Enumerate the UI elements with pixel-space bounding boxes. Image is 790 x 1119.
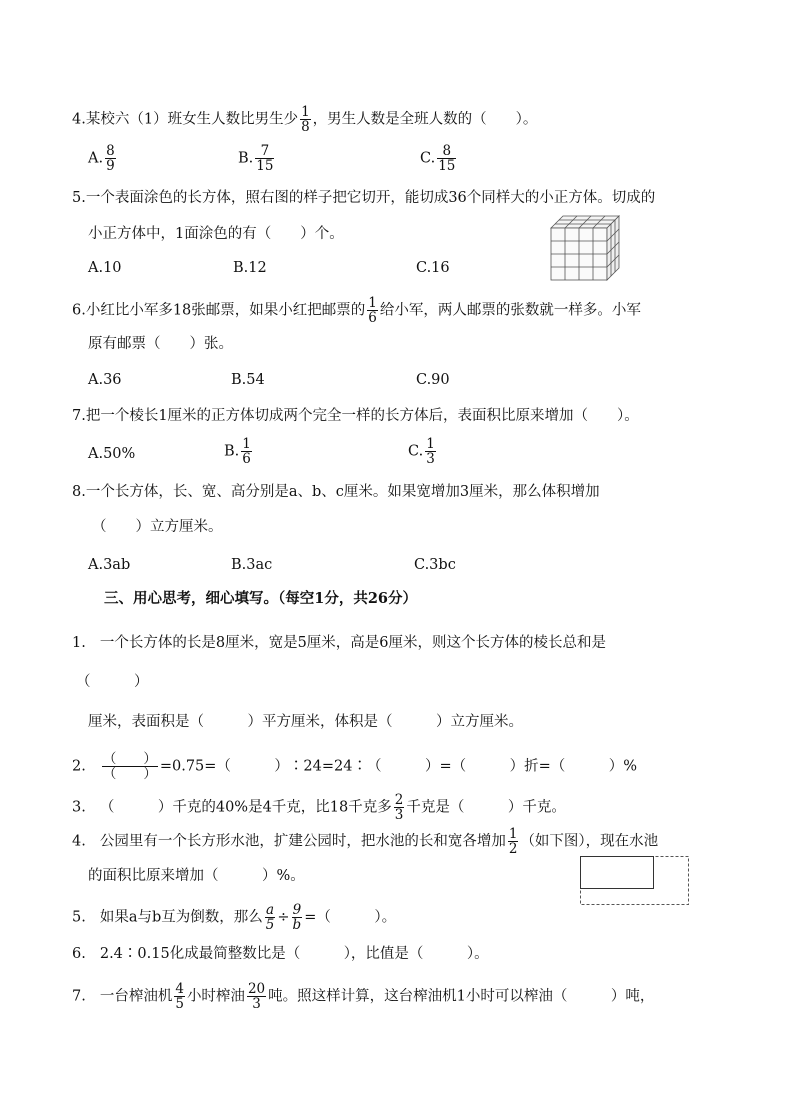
question-4: 4.某校六（1）班女生人数比男生少 $\frac{1}{8}$ ，男生人数是全班人数的（ ）。 bbox=[72, 104, 538, 135]
option-b: B.54 bbox=[231, 372, 265, 388]
question-7: 7.把一个棱长1厘米的正方体切成两个完全一样的长方体后，表面积比原来增加（ ）。 bbox=[72, 408, 639, 424]
option-a: A.3ab bbox=[88, 557, 131, 573]
fraction: $\frac{20}{3}$ bbox=[247, 981, 266, 1012]
fill-1-line3: 厘米，表面积是（ ）平方厘米，体积是（ ）立方厘米。 bbox=[88, 714, 523, 730]
fraction: $\frac{1}{8}$ bbox=[301, 104, 310, 135]
fill-4: 4. 公园里有一个长方形水池，扩建公园时，把水池的长和宽各增加 $\frac{1}{2}$ （如下图），现在水池 bbox=[72, 826, 659, 857]
fill-4-line2: 的面积比原来增加（ ）%。 bbox=[88, 868, 305, 884]
fraction: $\frac{a}{5}$ bbox=[265, 902, 275, 933]
question-6: 6.小红比小军多18张邮票，如果小红把邮票的 $\frac{1}{6}$ 给小军，两人邮票的张数就一样多。小军 bbox=[72, 295, 641, 326]
question-8-line2: （ ）立方厘米。 bbox=[92, 519, 223, 535]
fraction: $\frac{4}{5}$ bbox=[175, 981, 184, 1012]
fill-1-line2: （ ） bbox=[76, 674, 149, 690]
option-c: C. $\frac{1}{3}$ bbox=[408, 436, 435, 467]
option-a: A.36 bbox=[88, 372, 122, 388]
question-5-line2: 小正方体中，1面涂色的有（ ）个。 bbox=[88, 226, 344, 242]
option-a: A.50% bbox=[88, 446, 136, 462]
option-c: C.90 bbox=[416, 372, 450, 388]
fraction: $\frac{1}{2}$ bbox=[508, 826, 518, 857]
fill-6: 6. 2.4∶0.15化成最简整数比是（ ），比值是（ ）。 bbox=[72, 946, 489, 962]
fraction: $\frac{( )}{( )}$ bbox=[102, 751, 157, 782]
cuboid-grid-figure bbox=[549, 214, 621, 282]
option-b: B.3ac bbox=[231, 557, 273, 573]
option-c: C.16 bbox=[416, 260, 450, 276]
question-6-line2: 原有邮票（ ）张。 bbox=[88, 336, 233, 352]
fill-2: 2. $\frac{( )}{( )}$ =0.75=（ ）∶24=24∶（ ）=（ ）折=（ ）% bbox=[72, 751, 638, 782]
fill-3: 3. （ ）千克的40%是4千克，比18千克多 $\frac{2}{3}$ 千克是（ ）千克。 bbox=[72, 792, 566, 823]
fraction: $\frac{2}{3}$ bbox=[394, 792, 404, 823]
fraction: $\frac{9}{b}$ bbox=[292, 902, 302, 933]
option-a: A. $\frac{8}{9}$ bbox=[88, 143, 115, 174]
option-b: B. $\frac{7}{15}$ bbox=[238, 143, 274, 174]
question-8-line1: 8.一个长方体，长、宽、高分别是a、b、c厘米。如果宽增加3厘米，那么体积增加 bbox=[72, 484, 600, 500]
option-c: C. $\frac{8}{15}$ bbox=[420, 143, 456, 174]
option-c: C.3bc bbox=[414, 557, 456, 573]
fill-1-line1: 1. 一个长方体的长是8厘米，宽是5厘米，高是6厘米，则这个长方体的棱长总和是 bbox=[72, 635, 607, 651]
question-5-line1: 5.一个表面涂色的长方体，照右图的样子把它切开，能切成36个同样大的小正方体。切成的 bbox=[72, 190, 656, 206]
option-b: B. $\frac{1}{6}$ bbox=[224, 436, 251, 467]
fraction: $\frac{1}{6}$ bbox=[368, 295, 377, 326]
fill-7: 7. 一台榨油机 $\frac{4}{5}$ 小时榨油 $\frac{20}{3}$ 吨。照这样计算，这台榨油机1小时可以榨油（ ）吨， bbox=[72, 981, 655, 1012]
section-title: 三、用心思考，细心填写。（每空1分，共26分） bbox=[104, 590, 418, 607]
option-a: A.10 bbox=[88, 260, 122, 276]
option-b: B.12 bbox=[233, 260, 267, 276]
pool-expansion-figure bbox=[579, 855, 691, 907]
fill-5: 5. 如果a与b互为倒数，那么 $\frac{a}{5}$ ÷ $\frac{9}{b}$ =（ ）。 bbox=[72, 902, 397, 933]
